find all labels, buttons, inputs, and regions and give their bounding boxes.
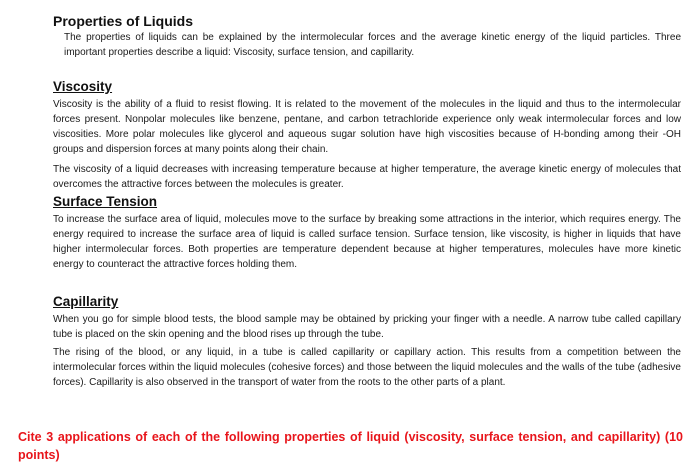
capillarity-paragraph-2: The rising of the blood, or any liquid, in a tube is called capillarity or capillary action. This results from a competition between the intermolecular forces within the liquid molecules (cohesive forces) and those between the liquid molecules and the walls of the tube (adhesive forces). Capillarity is also observed in the transport of water from the roots to the other parts of a plant. [53, 347, 681, 388]
assignment-question: Cite 3 applications of each of the following properties of liquid (viscosity, surface tension, and capillarity) (10 points) [18, 430, 683, 462]
viscosity-paragraph-1: Viscosity is the ability of a fluid to resist flowing. It is related to the movement of the molecules in the liquid and thus to the intermolecular forces present. Nonpolar molecules like benzene, pentane, and carbon tetrachloride experience only weak intermolecular forces and low viscosities. More polar molecules like glycerol and aqueous sugar solution have high viscosities because of H-bonding among their -OH groups and dispersion forces at many points along their chain. [53, 99, 681, 155]
heading-viscosity: Viscosity [53, 79, 113, 94]
viscosity-paragraph-2: The viscosity of a liquid decreases with increasing temperature because at higher temperature, the average kinetic energy of molecules that overcomes the attractive forces between the molecules is greater. [53, 164, 681, 190]
intro-paragraph: The properties of liquids can be explained by the intermolecular forces and the average kinetic energy of the liquid particles. Three important properties describe a liquid: Viscosity, surface tension, and capillarity. [64, 32, 681, 58]
heading-surface-tension: Surface Tension [53, 194, 158, 209]
capillarity-paragraph-1: When you go for simple blood tests, the blood sample may be obtained by pricking your finger with a needle. A narrow tube called capillary tube is placed on the skin opening and the blood rises up through the tube. [53, 314, 681, 340]
surface-tension-paragraph: To increase the surface area of liquid, molecules move to the surface by breaking some attractions in the interior, which requires energy. The energy required to increase the surface area of liquid is called surface tension. Surface tension, like viscosity, is higher in liquids that have higher intermolecular forces. Both properties are temperature dependent because at higher temperatures, molecules have more kinetic energy to counteract the attractive forces holding them. [53, 214, 681, 270]
page-title: Properties of Liquids [53, 13, 194, 29]
heading-capillarity: Capillarity [53, 294, 119, 309]
